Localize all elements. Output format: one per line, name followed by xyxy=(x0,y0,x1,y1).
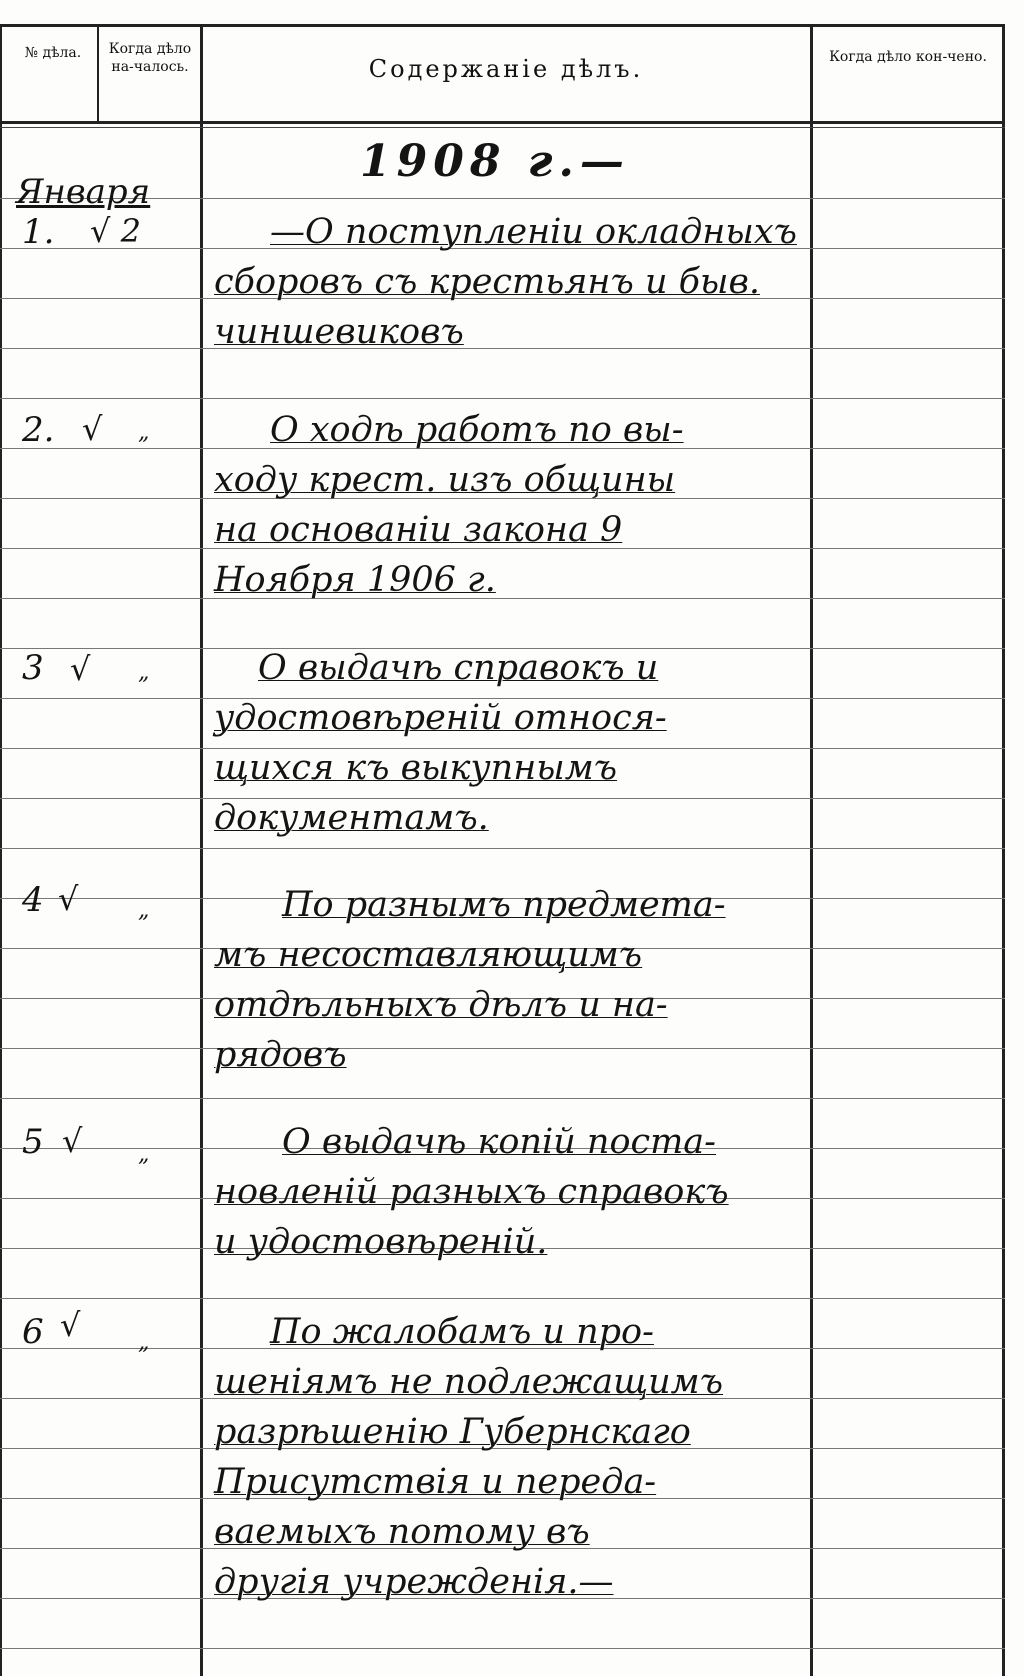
entry-4-number: 4 xyxy=(22,880,44,920)
year-heading: 1908 г.— xyxy=(360,136,630,187)
frame-left-border xyxy=(0,24,2,1676)
frame-right-border xyxy=(1002,24,1005,1676)
ruled-line xyxy=(0,1648,1005,1649)
entry-2-ditto: „ xyxy=(138,420,150,445)
entry-6-line-1: По жалобамъ и про- xyxy=(270,1312,654,1352)
entry-3-number: 3 xyxy=(22,648,44,688)
header-date-started: Когда дѣло на-чалось. xyxy=(108,41,192,75)
entry-6-ditto: „ xyxy=(138,1330,150,1355)
entry-3-line-2: удостовѣреній относя- xyxy=(214,698,667,738)
entry-4-line-2: мъ несоставляющимъ xyxy=(214,935,643,975)
entry-5-line-1: О выдачѣ копій поста- xyxy=(282,1122,716,1162)
entry-1-number: 1. xyxy=(22,212,55,252)
ruled-line xyxy=(0,1298,1005,1299)
entry-5-line-3: и удостовѣреній. xyxy=(214,1222,548,1262)
month-label: Января xyxy=(16,172,151,212)
ruled-line xyxy=(0,398,1005,399)
entry-4-ditto: „ xyxy=(138,898,150,923)
entry-3-started: √ xyxy=(70,650,91,688)
entry-6-number: 6 xyxy=(22,1312,44,1352)
column-divider-2 xyxy=(200,24,203,1676)
entry-4-started: √ xyxy=(58,880,79,918)
entry-6-line-5: ваемыхъ потому въ xyxy=(214,1512,590,1552)
entry-6-line-4: Присутствія и переда- xyxy=(214,1462,657,1502)
ruled-line xyxy=(0,348,1005,349)
ruled-line xyxy=(0,598,1005,599)
entry-1-line-2: сборовъ съ крестьянъ и быв. xyxy=(214,262,760,302)
entry-6-line-6: другія учрежденія.— xyxy=(214,1562,614,1602)
entry-6-line-2: шеніямъ не подлежащимъ xyxy=(214,1362,724,1402)
header-bottom-border-thin xyxy=(0,127,1005,128)
entry-1-started: √ 2 xyxy=(90,212,141,250)
column-divider-1 xyxy=(97,24,99,124)
ruled-line xyxy=(0,1048,1005,1049)
entry-5-started: √ xyxy=(62,1122,83,1160)
header-case-number: № дѣла. xyxy=(24,45,82,61)
entry-2-line-2: ходу крест. изъ общины xyxy=(214,460,676,500)
ruled-line xyxy=(0,848,1005,849)
entry-3-line-3: щихся къ выкупнымъ xyxy=(214,748,618,788)
entry-6-line-3: разрѣшенію Губернскаго xyxy=(214,1412,691,1452)
ruled-line xyxy=(0,798,1005,799)
entry-5-ditto: „ xyxy=(138,1142,150,1167)
entry-3-line-1: О выдачѣ справокъ и xyxy=(258,648,659,688)
entry-2-started: √ xyxy=(82,410,103,448)
entry-5-number: 5 xyxy=(22,1122,44,1162)
entry-1-line-3: чиншевиковъ xyxy=(214,312,464,352)
ruled-line xyxy=(0,1098,1005,1099)
entry-3-line-4: документамъ. xyxy=(214,798,489,838)
entry-4-line-4: рядовъ xyxy=(214,1035,347,1075)
header-date-finished: Когда дѣло кон-чено. xyxy=(829,49,987,65)
entry-2-line-1: О ходѣ работъ по вы- xyxy=(270,410,684,450)
entry-6-started: √ xyxy=(60,1306,81,1344)
entry-3-ditto: „ xyxy=(138,660,150,685)
header-case-contents: Содержаніе дѣлъ. xyxy=(368,55,644,83)
frame-top-border xyxy=(0,24,1005,27)
entry-2-number: 2. xyxy=(22,410,55,450)
entry-4-line-3: отдѣльныхъ дѣлъ и на- xyxy=(214,985,668,1025)
header-bottom-border xyxy=(0,121,1005,124)
entry-2-line-4: Ноября 1906 г. xyxy=(214,560,496,600)
column-divider-3 xyxy=(810,24,813,1676)
entry-2-line-3: на основаніи закона 9 xyxy=(214,510,623,550)
entry-5-line-2: новленій разныхъ справокъ xyxy=(214,1172,729,1212)
ruled-line xyxy=(0,198,1005,199)
entry-1-line-1: —О поступленіи окладныхъ xyxy=(270,212,797,252)
entry-4-line-1: По разнымъ предмета- xyxy=(282,885,726,925)
